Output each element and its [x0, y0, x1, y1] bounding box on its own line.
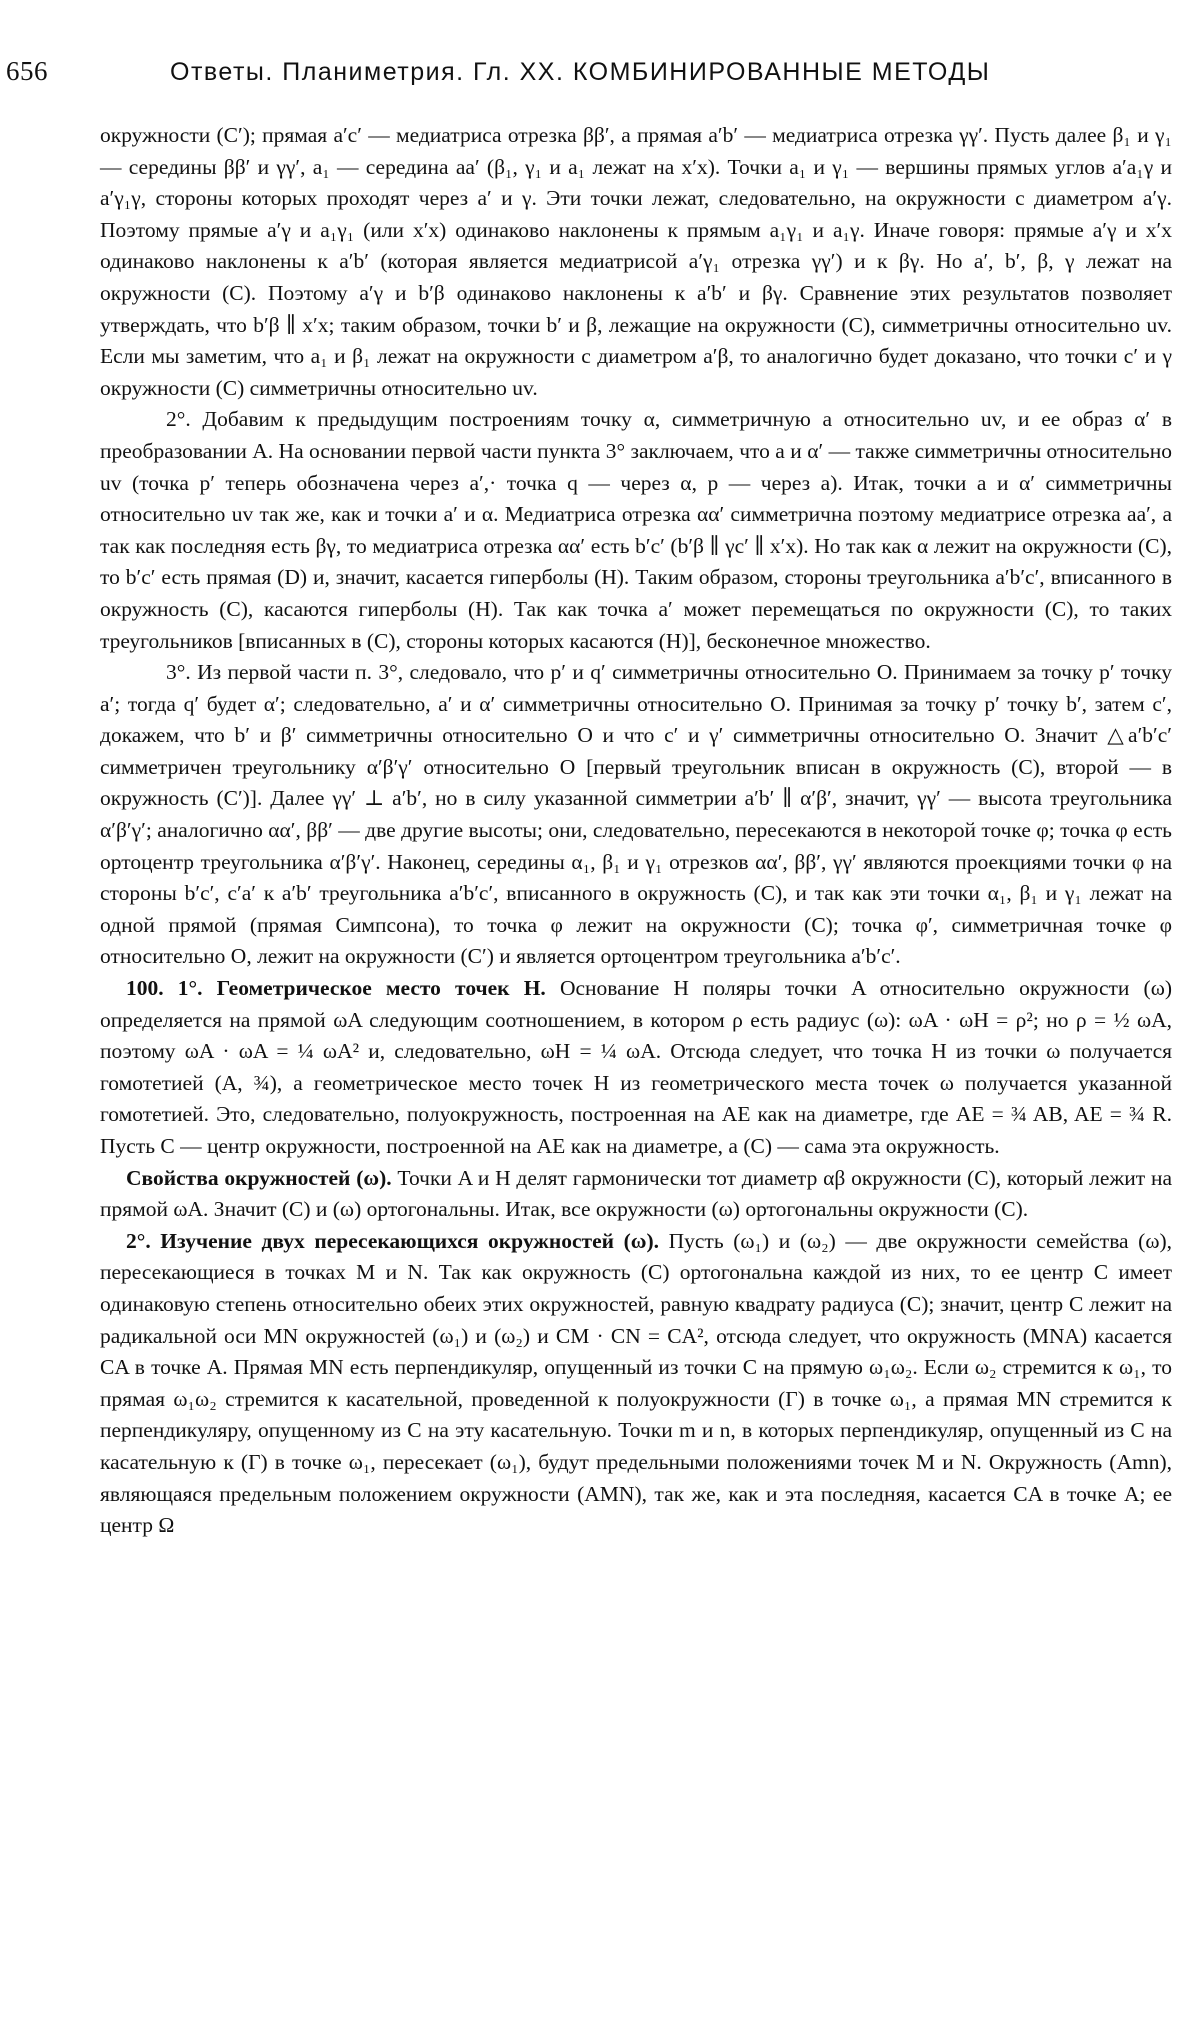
two-circles-paragraph [100, 1226, 1172, 1542]
paragraph-item-3: 3°. Из первой части п. 3°, следовало, что p′ и q′ симметричны относительно O. Принимаем за точку p′ точку a′; тогда q′ будет α′; следовательно, a′ и α′ симметричны относительно O. Принимая за точку p′ точку b′, затем c′, докажем, что b′ и β′ симметричны относительно O и что c′ и γ′ симметричны относительно O. Значит △a′b′c′ симметричен треугольнику α′β′γ′ относительно O [первый треугольник вписан в окружность (C), второй — в окружность (C′)]. Далее γγ′ ⊥ a′b′, но в силу указанной симметрии a′b′ ∥ α′β′, значит, γγ′ — высота треугольника α′β′γ′; аналогично αα′, ββ′ — две другие высоты; они, следовательно, пересекаются в некоторой точке φ; точка φ есть ортоцентр треугольника α′β′γ′. Наконец, середины α₁, β₁ и γ₁ отрезков αα′, ββ′, γγ′ являются проекциями точки φ на стороны b′c′, c′a′ к a′b′ треугольника a′b′c′, вписанного в окружность (C), и так как эти точки α₁, β₁ и γ₁ лежат на одной прямой (прямая Симпсона), то точка φ лежит на окружности (C); точка φ′, симметричная точке φ относительно O, лежит на окружности (C′) и является ортоцентром треугольника a′b′c′. [100, 660, 1172, 969]
problem-100-text-1: Основание H поляры точки A относительно окружности (ω) определяется на прямой ωA следующим соотношением, в котором ρ есть радиус (ω): [100, 976, 1173, 1032]
page-header [0, 56, 1200, 96]
problem-100-heading: 100. 1°. Геометрическое место точек H. [126, 976, 546, 1001]
formula-1: ωA · ωH = ρ²; [908, 1007, 1039, 1032]
page-body [100, 120, 1172, 1542]
two-circles-text-1: Пусть (ω₁) и (ω₂) — две окружности семейства (ω), пересекающиеся в точках M и N. Так как окружность (C) ортогональна каждой из них, то ее центр C имеет одинаковую степень относительно обеих этих окружностей, равную квадрату радиуса (C); значит, [100, 1228, 1173, 1316]
formula-6: AE = ¾ AB, [955, 1102, 1069, 1127]
formula-4: ωH = ¼ ωA. [540, 1039, 662, 1064]
formula-3: ωA · ωA = ¼ ωA² [184, 1039, 360, 1064]
problem-100-text-7: Пусть C — центр окружности, построенной на AE как на диаметре, а (C) — сама эта окружность. [100, 1134, 1000, 1158]
problem-100-text-6: а геометрическое место точек H из геометрического места точек ω получается указанной гомотетией. Это, следовательно, полуокружность, построенная на AE как на диаметре, где [100, 1070, 1173, 1127]
properties-text: Точки A и H делят гармонически тот диаметр αβ окружности (C), который лежит на прямой ωA. Значит (C) и (ω) ортогональны. Итак, все окружности (ω) ортогональны окружности (C). [100, 1165, 1172, 1222]
page-number: 656 [6, 56, 48, 86]
problem-100-text-5: Отсюда следует, что точка H из точки ω получается гомотетией [100, 1039, 1173, 1095]
problem-100-text-3: поэтому [100, 1039, 176, 1064]
formula-7: AE = ¾ R. [1074, 1102, 1172, 1127]
properties-paragraph [100, 1163, 1172, 1226]
paragraph-continued: окружности (C′); прямая a′c′ — медиатриса отрезка ββ′, а прямая a′b′ — медиатриса отрезка γγ′. Пусть далее β₁ и γ₁ — середины ββ′ и γγ′, a₁ — середина aa′ (β₁, γ₁ и a₁ лежат на x′x). Точки a₁ и γ₁ — вершины прямых углов a′a₁γ и a′γ₁γ, стороны которых проходят через a′ и γ. Эти точки лежат, следовательно, на окружности с диаметром a′γ. Поэтому прямые a′γ и a₁γ₁ (или x′x) одинаково наклонены к прямым a₁γ₁ и a₁γ. Иначе говоря: прямые a′γ и x′x одинаково наклонены к a′b′ (которая является медиатрисой a′γ₁ отрезка γγ′) и к βγ. Но a′, b′, β, γ лежат на окружности (C). Поэтому a′γ и b′β одинаково наклонены к a′b′ и βγ. Сравнение этих результатов позволяет утверждать, что b′β ∥ x′x; таким образом, точки b′ и β, лежащие на окружности (C), симметричны относительно uv. Если мы заметим, что a₁ и β₁ лежат на окружности с диаметром a′β, то аналогично будет доказано, что точки c′ и γ окружности (C) симметричны относительно uv. [100, 123, 1172, 400]
properties-heading: Свойства окружностей (ω). [126, 1165, 392, 1190]
two-circles-text-2: центр C лежит на радикальной оси MN окружностей (ω₁) и (ω₂) и [100, 1291, 1172, 1348]
two-circles-formula: CM · CN = CA², [555, 1323, 709, 1348]
running-title: Ответы. Планиметрия. Гл. XX. КОМБИНИРОВАННЫЕ МЕТОДЫ [170, 58, 991, 86]
formula-5: (A, ¾), [214, 1070, 283, 1095]
problem-100-text-4: и, следовательно, [368, 1039, 532, 1064]
paragraph-item-2: 2°. Добавим к предыдущим построениям точку α, симметричную a относительно uv, и ее образ α′ в преобразовании A. На основании первой части пункта 3° заключаем, что a и α′ — также симметричны относительно uv (точка p′ теперь обозначена через a′,· точка q — через α, p — через a). Итак, точки a и α′ симметричны относительно uv так же, как и точки a′ и α. Медиатриса отрезка αα′ симметрична поэтому медиатрисе отрезка aa′, а так как последняя есть βγ, то медиатриса отрезка αα′ есть b′c′ (b′β ∥ γc′ ∥ x′x). Но так как α лежит на окружности (C), то b′c′ есть прямая (D) и, значит, касается гиперболы (H). Таким образом, стороны треугольника a′b′c′, вписанного в окружность (C), касаются гиперболы (H). Так как точка a′ может перемещаться по окружности (C), то таких треугольников [вписанных в (C), стороны которых касаются (H)], бесконечное множество. [100, 407, 1172, 653]
formula-2: ρ = ½ ωA, [1075, 1007, 1173, 1032]
problem-100-paragraph [100, 973, 1172, 1163]
problem-100-text-2: но [1046, 1007, 1069, 1032]
two-circles-text-3: отсюда следует, что окружность (MNA) касается CA в точке A. Прямая MN есть перпендикуляр, опущенный из точки C на прямую ω₁ω₂. Если ω₂ стремится к ω₁, то прямая ω₁ω₂ стремится к касательной, проведенной к полуокружности (Γ) в точке ω₁, а прямая MN стремится к перпендикуляру, опущенному из C на эту касательную. Точки m и n, в которых перпендикуляр, опущенный из C на касательную к (Γ) в точке ω₁, пересекает (ω₁), будут предельными положениями точек M и N. Окружность (Amn), являющаяся предельным положением окружности (AMN), так же, как и эта последняя, касается CA в точке A; ее центр Ω [100, 1323, 1172, 1538]
two-circles-heading: 2°. Изучение двух пересекающихся окружностей (ω). [126, 1228, 660, 1253]
